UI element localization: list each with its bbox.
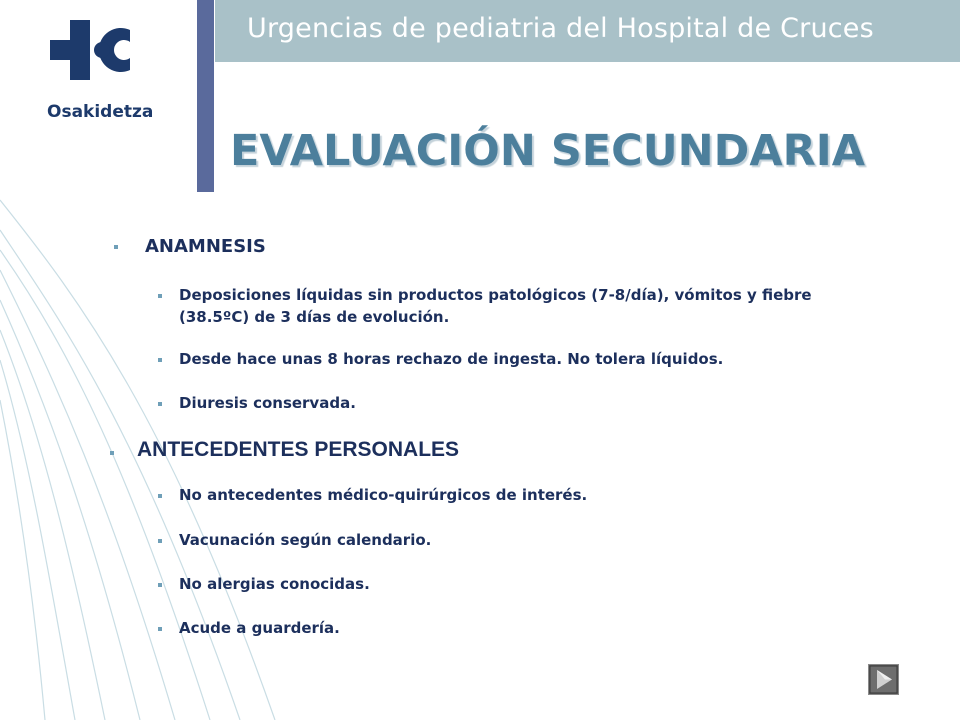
bullet-marker bbox=[158, 583, 162, 587]
header-title: Urgencias de pediatria del Hospital de Cruces bbox=[247, 13, 874, 44]
list-item-line: (38.5ºC) de 3 días de evolución. bbox=[179, 308, 450, 326]
section-heading-anamnesis: ANAMNESIS bbox=[145, 236, 266, 257]
slide-title: EVALUACIÓN SECUNDARIA bbox=[230, 126, 865, 176]
list-item: Desde hace unas 8 horas rechazo de ingesta. No tolera líquidos. bbox=[179, 350, 724, 368]
list-item-line: Deposiciones líquidas sin productos patológicos (7-8/día), vómitos y fiebre bbox=[179, 286, 812, 304]
bullet-marker bbox=[158, 539, 162, 543]
bullet-marker bbox=[158, 402, 162, 406]
section-heading-antecedentes: ANTECEDENTES PERSONALES bbox=[137, 438, 460, 461]
list-item: No alergias conocidas. bbox=[179, 575, 370, 593]
play-arrow-icon bbox=[869, 665, 898, 694]
vertical-accent-bar bbox=[197, 0, 214, 192]
logo-wordmark: Osakidetza bbox=[47, 102, 154, 122]
bullet-marker bbox=[158, 494, 162, 498]
bullet-marker bbox=[158, 627, 162, 631]
bullet-marker bbox=[114, 245, 118, 249]
bullet-marker bbox=[110, 451, 114, 455]
bullet-marker bbox=[158, 294, 162, 298]
list-item bbox=[179, 284, 899, 328]
list-item: Diuresis conservada. bbox=[179, 394, 356, 412]
bullet-marker bbox=[158, 358, 162, 362]
list-item: Vacunación según calendario. bbox=[179, 531, 432, 549]
list-item: No antecedentes médico-quirúrgicos de interés. bbox=[179, 486, 588, 504]
next-slide-button[interactable] bbox=[868, 664, 899, 695]
list-item: Acude a guardería. bbox=[179, 619, 340, 637]
